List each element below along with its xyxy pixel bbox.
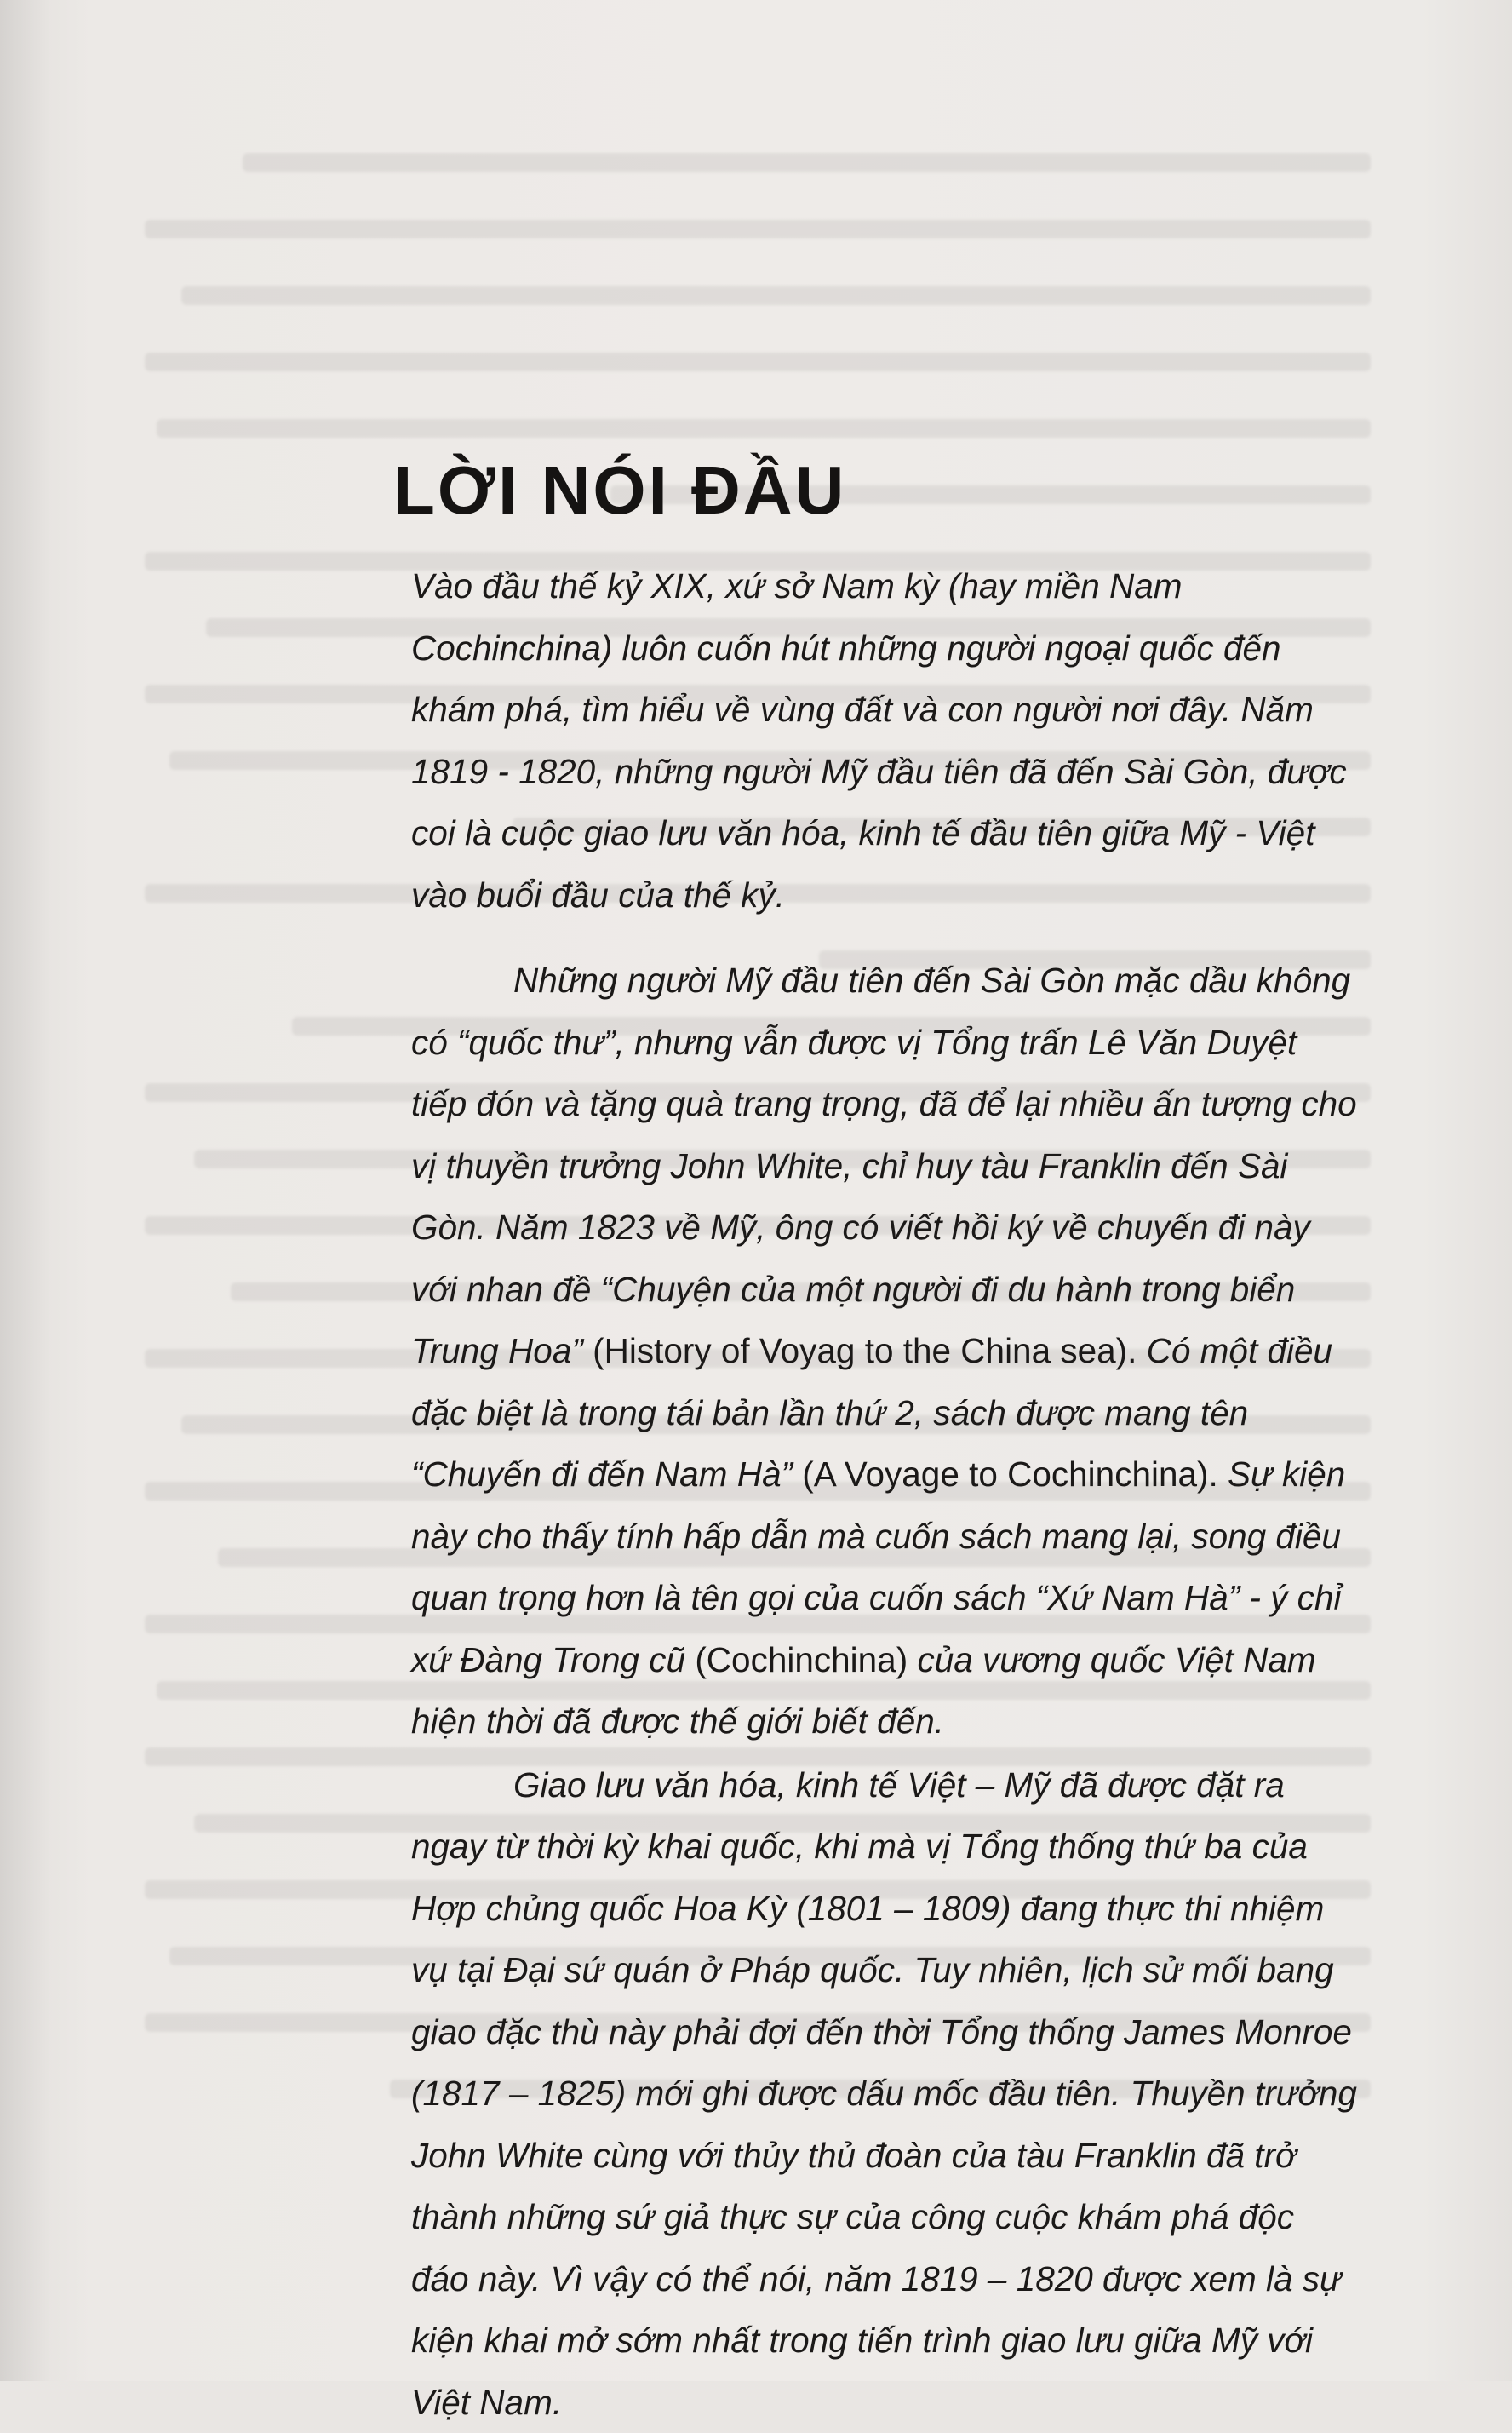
paragraph	[411, 950, 1358, 1753]
text-run: Sự kiện này cho thấy tính hấp dẫn mà cuốn sách mang lại, song điều quan trọng hơn là tên gọi của cuốn sách “Xứ Nam Hà” - ý chỉ xứ Đàng Trong cũ	[411, 1455, 1345, 1679]
text-run: Có một điều đặc biệt là trong tái bản lần thứ 2, sách được mang tên “Chuyến đi đến Nam Hà”	[411, 1331, 1332, 1494]
spine-shadow	[0, 0, 51, 2381]
text-run: của vương quốc Việt Nam hiện thời đã được thế giới biết đến.	[411, 1640, 1316, 1742]
text-run: (History of Voyag to the China sea).	[583, 1331, 1147, 1370]
preface-body	[411, 555, 1358, 2433]
text-run: (Cochinchina)	[685, 1640, 917, 1679]
paragraph	[411, 1754, 1358, 2433]
text-run: Những người Mỹ đầu tiên đến Sài Gòn mặc dầu không có “quốc thư”, nhưng vẫn được vị Tổng trấn Lê Văn Duyệt tiếp đón và tặng quà trang trọng, đã để lại nhiều ấn tượng cho vị thuyền trưởng John White, chỉ huy tàu Franklin đến Sài Gòn. Năm 1823 về Mỹ, ông có viết hồi ký về chuyến đi này với nhan đề “Chuyện của một người đi du hành trong biển Trung Hoa”	[411, 961, 1357, 1370]
text-run: Giao lưu văn hóa, kinh tế Việt – Mỹ đã được đặt ra ngay từ thời kỳ khai quốc, khi mà vị Tổng thống thứ ba của Hợp chủng quốc Hoa Kỳ (1801 – 1809) đang thực thi nhiệm vụ tại Đại sứ quán ở Pháp quốc. Tuy nhiên, lịch sử mối bang giao đặc thù này phải đợi đến thời Tổng thống James Monroe (1817 – 1825) mới ghi được dấu mốc đầu tiên. Thuyền trưởng John White cùng với thủy thủ đoàn của tàu Franklin đã trở thành những sứ giả thực sự của công cuộc khám phá độc đáo này. Vì vậy có thể nói, năm 1819 – 1820 được xem là sự kiện khai mở sớm nhất trong tiến trình giao lưu giữa Mỹ với Việt Nam.	[411, 1765, 1357, 2422]
text-run: (A Voyage to Cochinchina).	[793, 1455, 1228, 1494]
paragraph	[411, 555, 1358, 926]
page-title: LỜI NÓI ĐẦU	[393, 451, 846, 530]
text-run: Vào đầu thế kỷ XIX, xứ sở Nam kỳ (hay miền Nam Cochinchina) luôn cuốn hút những người ngoại quốc đến khám phá, tìm hiểu về vùng đất và con người nơi đây. Năm 1819 - 1820, những người Mỹ đầu tiên đã đến Sài Gòn, được coi là cuộc giao lưu văn hóa, kinh tế đầu tiên giữa Mỹ - Việt vào buổi đầu của thế kỷ.	[411, 566, 1347, 915]
